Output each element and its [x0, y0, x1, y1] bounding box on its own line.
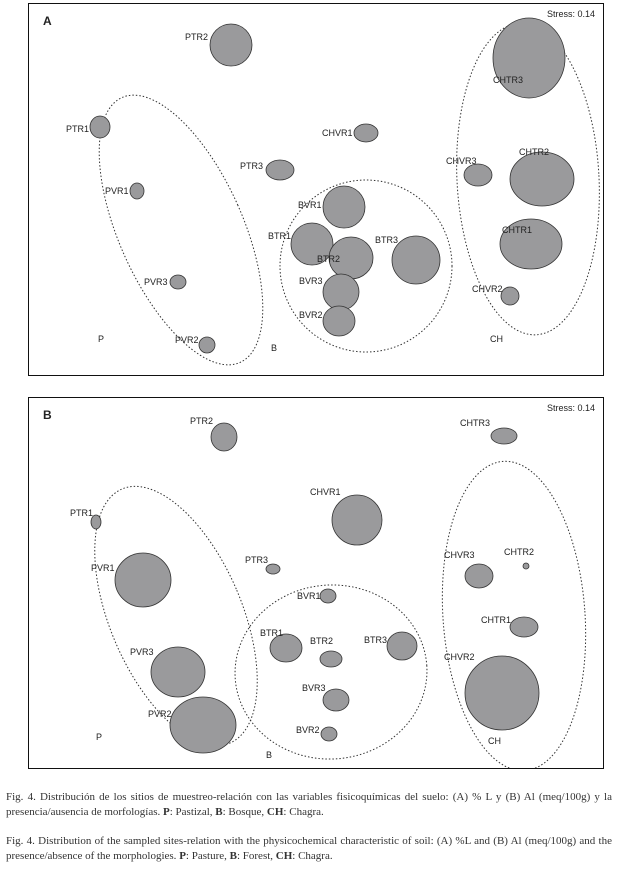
- panel-a-point-ptr2: [210, 24, 252, 66]
- panel-b-point-btr3: [387, 632, 417, 660]
- panel-a-point-ptr3: [266, 160, 294, 180]
- panel-b-point-chvr1: [332, 495, 382, 545]
- panel-a-point-label-chvr2: CHVR2: [472, 284, 503, 294]
- panel-b-group-label-p: P: [96, 732, 103, 742]
- panel-a-group-label-b: B: [271, 343, 278, 353]
- panel-b-point-label-pvr3: PVR3: [130, 647, 154, 657]
- panel-a-point-label-pvr2: PVR2: [175, 335, 199, 345]
- panel-a-point-label-chtr1: CHTR1: [502, 225, 533, 235]
- panel-a-label: A: [43, 14, 52, 28]
- caption-es-p: P: [163, 805, 170, 818]
- panel-b-point-label-chtr3: CHTR3: [460, 418, 491, 428]
- caption-en-ch: CH: [275, 849, 293, 862]
- panel-a-point-label-btr2: BTR2: [317, 254, 341, 264]
- panel-b-point-label-chvr2: CHVR2: [444, 652, 475, 662]
- panel-b-point-label-chtr2: CHTR2: [504, 547, 535, 557]
- panel-a-point-label-btr3: BTR3: [375, 235, 399, 245]
- panel-b-point-chtr1: [510, 617, 538, 637]
- panel-a-point-bvr2: [323, 306, 355, 336]
- panel-a-point-label-chtr2: CHTR2: [519, 147, 550, 157]
- caption-en-b-val: : Forest,: [236, 849, 276, 862]
- caption-es-b-val: : Bosque,: [222, 805, 267, 818]
- caption-es-text: Fig. 4. Distribución de los sitios de muestreo-relación con las variables fisicoquímicas del suelo: (A) % L y (B) Al (meq/100g) y la presencia/ausencia de morfologías.: [6, 791, 612, 818]
- panel-b-group-label-b: B: [266, 750, 273, 760]
- panel-a-point-chtr3: [493, 18, 565, 98]
- panel-a-group-label-p: P: [98, 334, 105, 344]
- panel-a-stress: Stress: 0.14: [546, 9, 595, 19]
- panel-a-point-pvr3: [170, 275, 186, 289]
- caption-en-text: Fig. 4. Distribution of the sampled sites-relation with the physicochemical characteristic of soil: (A) %L and (B) Al (meq/100g) and the presence/absence of the morphologies.: [6, 835, 612, 862]
- panel-b-point-chtr3: [491, 428, 517, 444]
- panel-a-point-pvr2: [199, 337, 215, 353]
- panel-a: [28, 3, 604, 376]
- panel-a-plot: [29, 4, 603, 375]
- panel-a-point-pvr1: [130, 183, 144, 199]
- panel-b-point-label-btr2: BTR2: [310, 636, 334, 646]
- panel-b-point-label-bvr1: BVR1: [297, 591, 321, 601]
- panel-a-point-label-btr1: BTR1: [268, 231, 292, 241]
- panel-b-point-label-btr1: BTR1: [260, 628, 284, 638]
- panel-a-point-bvr1: [323, 186, 365, 228]
- panel-b-point-bvr1: [320, 589, 336, 603]
- panel-a-group-label-ch: CH: [490, 334, 503, 344]
- panel-b-point-label-pvr1: PVR1: [91, 563, 115, 573]
- panel-a-point-label-pvr3: PVR3: [144, 277, 168, 287]
- panel-b-point-btr2: [320, 651, 342, 667]
- panel-b-point-label-chtr1: CHTR1: [481, 615, 512, 625]
- panel-b-point-label-ptr3: PTR3: [245, 555, 269, 565]
- panel-b-point-label-chvr3: CHVR3: [444, 550, 475, 560]
- panel-b-point-bvr2: [321, 727, 337, 741]
- panel-a-point-chvr1: [354, 124, 378, 142]
- panel-a-point-label-chvr1: CHVR1: [322, 128, 353, 138]
- panel-b: [28, 397, 604, 769]
- panel-a-point-label-chvr3: CHVR3: [446, 156, 477, 166]
- panel-a-point-chvr2: [501, 287, 519, 305]
- panel-a-point-label-ptr3: PTR3: [240, 161, 264, 171]
- panel-b-plot: [29, 398, 603, 768]
- panel-a-point-label-bvr3: BVR3: [299, 276, 323, 286]
- caption-en-p-val: : Pasture,: [185, 849, 230, 862]
- panel-a-point-btr3: [392, 236, 440, 284]
- panel-b-point-pvr3: [151, 647, 205, 697]
- caption-spanish: [6, 790, 612, 819]
- panel-a-point-label-ptr2: PTR2: [185, 32, 209, 42]
- caption-es-b: B: [215, 805, 223, 818]
- panel-b-point-ptr2: [211, 423, 237, 451]
- panel-a-point-label-chtr3: CHTR3: [493, 75, 524, 85]
- panel-a-point-chvr3: [464, 164, 492, 186]
- panel-b-point-chtr2: [523, 563, 529, 569]
- caption-en-b: B: [229, 849, 237, 862]
- panel-b-point-label-btr3: BTR3: [364, 635, 388, 645]
- panel-b-group-label-ch: CH: [488, 736, 501, 746]
- caption-en-ch-val: : Chagra.: [292, 849, 333, 862]
- panel-a-point-label-ptr1: PTR1: [66, 124, 90, 134]
- panel-a-point-label-bvr2: BVR2: [299, 310, 323, 320]
- panel-b-label: B: [43, 408, 52, 422]
- caption-en-p: P: [179, 849, 186, 862]
- panel-a-point-ptr1: [90, 116, 110, 138]
- panel-b-point-btr1: [270, 634, 302, 662]
- panel-b-point-label-ptr2: PTR2: [190, 416, 214, 426]
- panel-b-point-pvr2: [170, 697, 236, 753]
- panel-a-point-bvr3: [323, 274, 359, 310]
- panel-b-point-label-chvr1: CHVR1: [310, 487, 341, 497]
- panel-b-point-label-bvr2: BVR2: [296, 725, 320, 735]
- caption-es-ch: CH: [266, 805, 284, 818]
- panel-b-point-pvr1: [115, 553, 171, 607]
- panel-a-point-label-bvr1: BVR1: [298, 200, 322, 210]
- panel-b-point-label-pvr2: PVR2: [148, 709, 172, 719]
- panel-b-point-chvr2: [465, 656, 539, 730]
- panel-b-point-bvr3: [323, 689, 349, 711]
- panel-b-point-chvr3: [465, 564, 493, 588]
- panel-b-point-ptr3: [266, 564, 280, 574]
- panel-b-point-label-bvr3: BVR3: [302, 683, 326, 693]
- panel-a-point-chtr2: [510, 152, 574, 206]
- caption-es-ch-val: : Chagra.: [283, 805, 324, 818]
- caption-english: [6, 834, 612, 863]
- panel-b-stress: Stress: 0.14: [546, 403, 595, 413]
- panel-a-point-label-pvr1: PVR1: [105, 186, 129, 196]
- panel-b-point-label-ptr1: PTR1: [70, 508, 94, 518]
- caption-es-p-val: : Pastizal,: [169, 805, 216, 818]
